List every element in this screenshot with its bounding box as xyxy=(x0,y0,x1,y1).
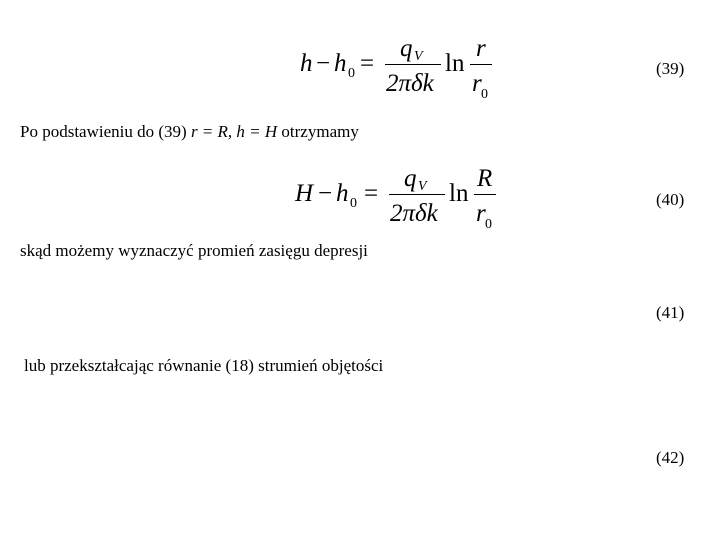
eq40-fraction-bar-1 xyxy=(389,194,445,195)
eq40-num-sub: V xyxy=(418,179,427,194)
eq40-h: h xyxy=(336,180,349,207)
eq39-ratio-den: r xyxy=(472,70,482,97)
eq39-h-sub: 0 xyxy=(348,66,355,81)
eq39-h: h xyxy=(334,50,347,77)
eq39-minus: − xyxy=(316,50,331,77)
eq40-denominator: 2πδk xyxy=(390,200,438,227)
eq40-fraction-bar-2 xyxy=(474,194,496,195)
eq40-ln: ln xyxy=(449,180,469,207)
eq40-ratio-num: R xyxy=(477,165,493,192)
paragraph-substitution-prefix: Po podstawieniu do (39) xyxy=(20,122,191,141)
eq39-ln: ln xyxy=(445,50,465,77)
equation-40 xyxy=(0,0,720,240)
eq39-ratio-den-sub: 0 xyxy=(481,87,488,102)
eq39-ratio-num: r xyxy=(476,35,486,62)
eq40-minus: − xyxy=(318,180,333,207)
eq40-lhs-var: H xyxy=(295,180,314,207)
paragraph-substitution-suffix: otrzymamy xyxy=(277,122,359,141)
eq40-num-q: q xyxy=(404,165,417,192)
eq40-ratio-den: r xyxy=(476,200,486,227)
eq39-num-q: q xyxy=(400,35,413,62)
eq39-num-sub: V xyxy=(414,49,423,64)
paragraph-substitution-math: r = R, h = H xyxy=(190,122,278,141)
eq39-denominator: 2πδk xyxy=(386,70,434,97)
equation-number-41: (41) xyxy=(656,303,685,322)
eq39-lhs-var: h xyxy=(300,50,313,77)
paragraph-volume-flow: lub przekształcając równanie (18) strumień objętości xyxy=(24,356,384,375)
eq40-h-sub: 0 xyxy=(350,196,357,211)
eq39-equals: = xyxy=(360,50,375,77)
eq40-ratio-den-sub: 0 xyxy=(485,217,492,232)
equation-number-40: (40) xyxy=(656,190,685,209)
equation-number-42: (42) xyxy=(656,448,685,467)
eq40-equals: = xyxy=(364,180,379,207)
equation-number-39: (39) xyxy=(656,59,685,78)
paragraph-depression-radius: skąd możemy wyznaczyć promień zasięgu depresji xyxy=(20,241,368,260)
